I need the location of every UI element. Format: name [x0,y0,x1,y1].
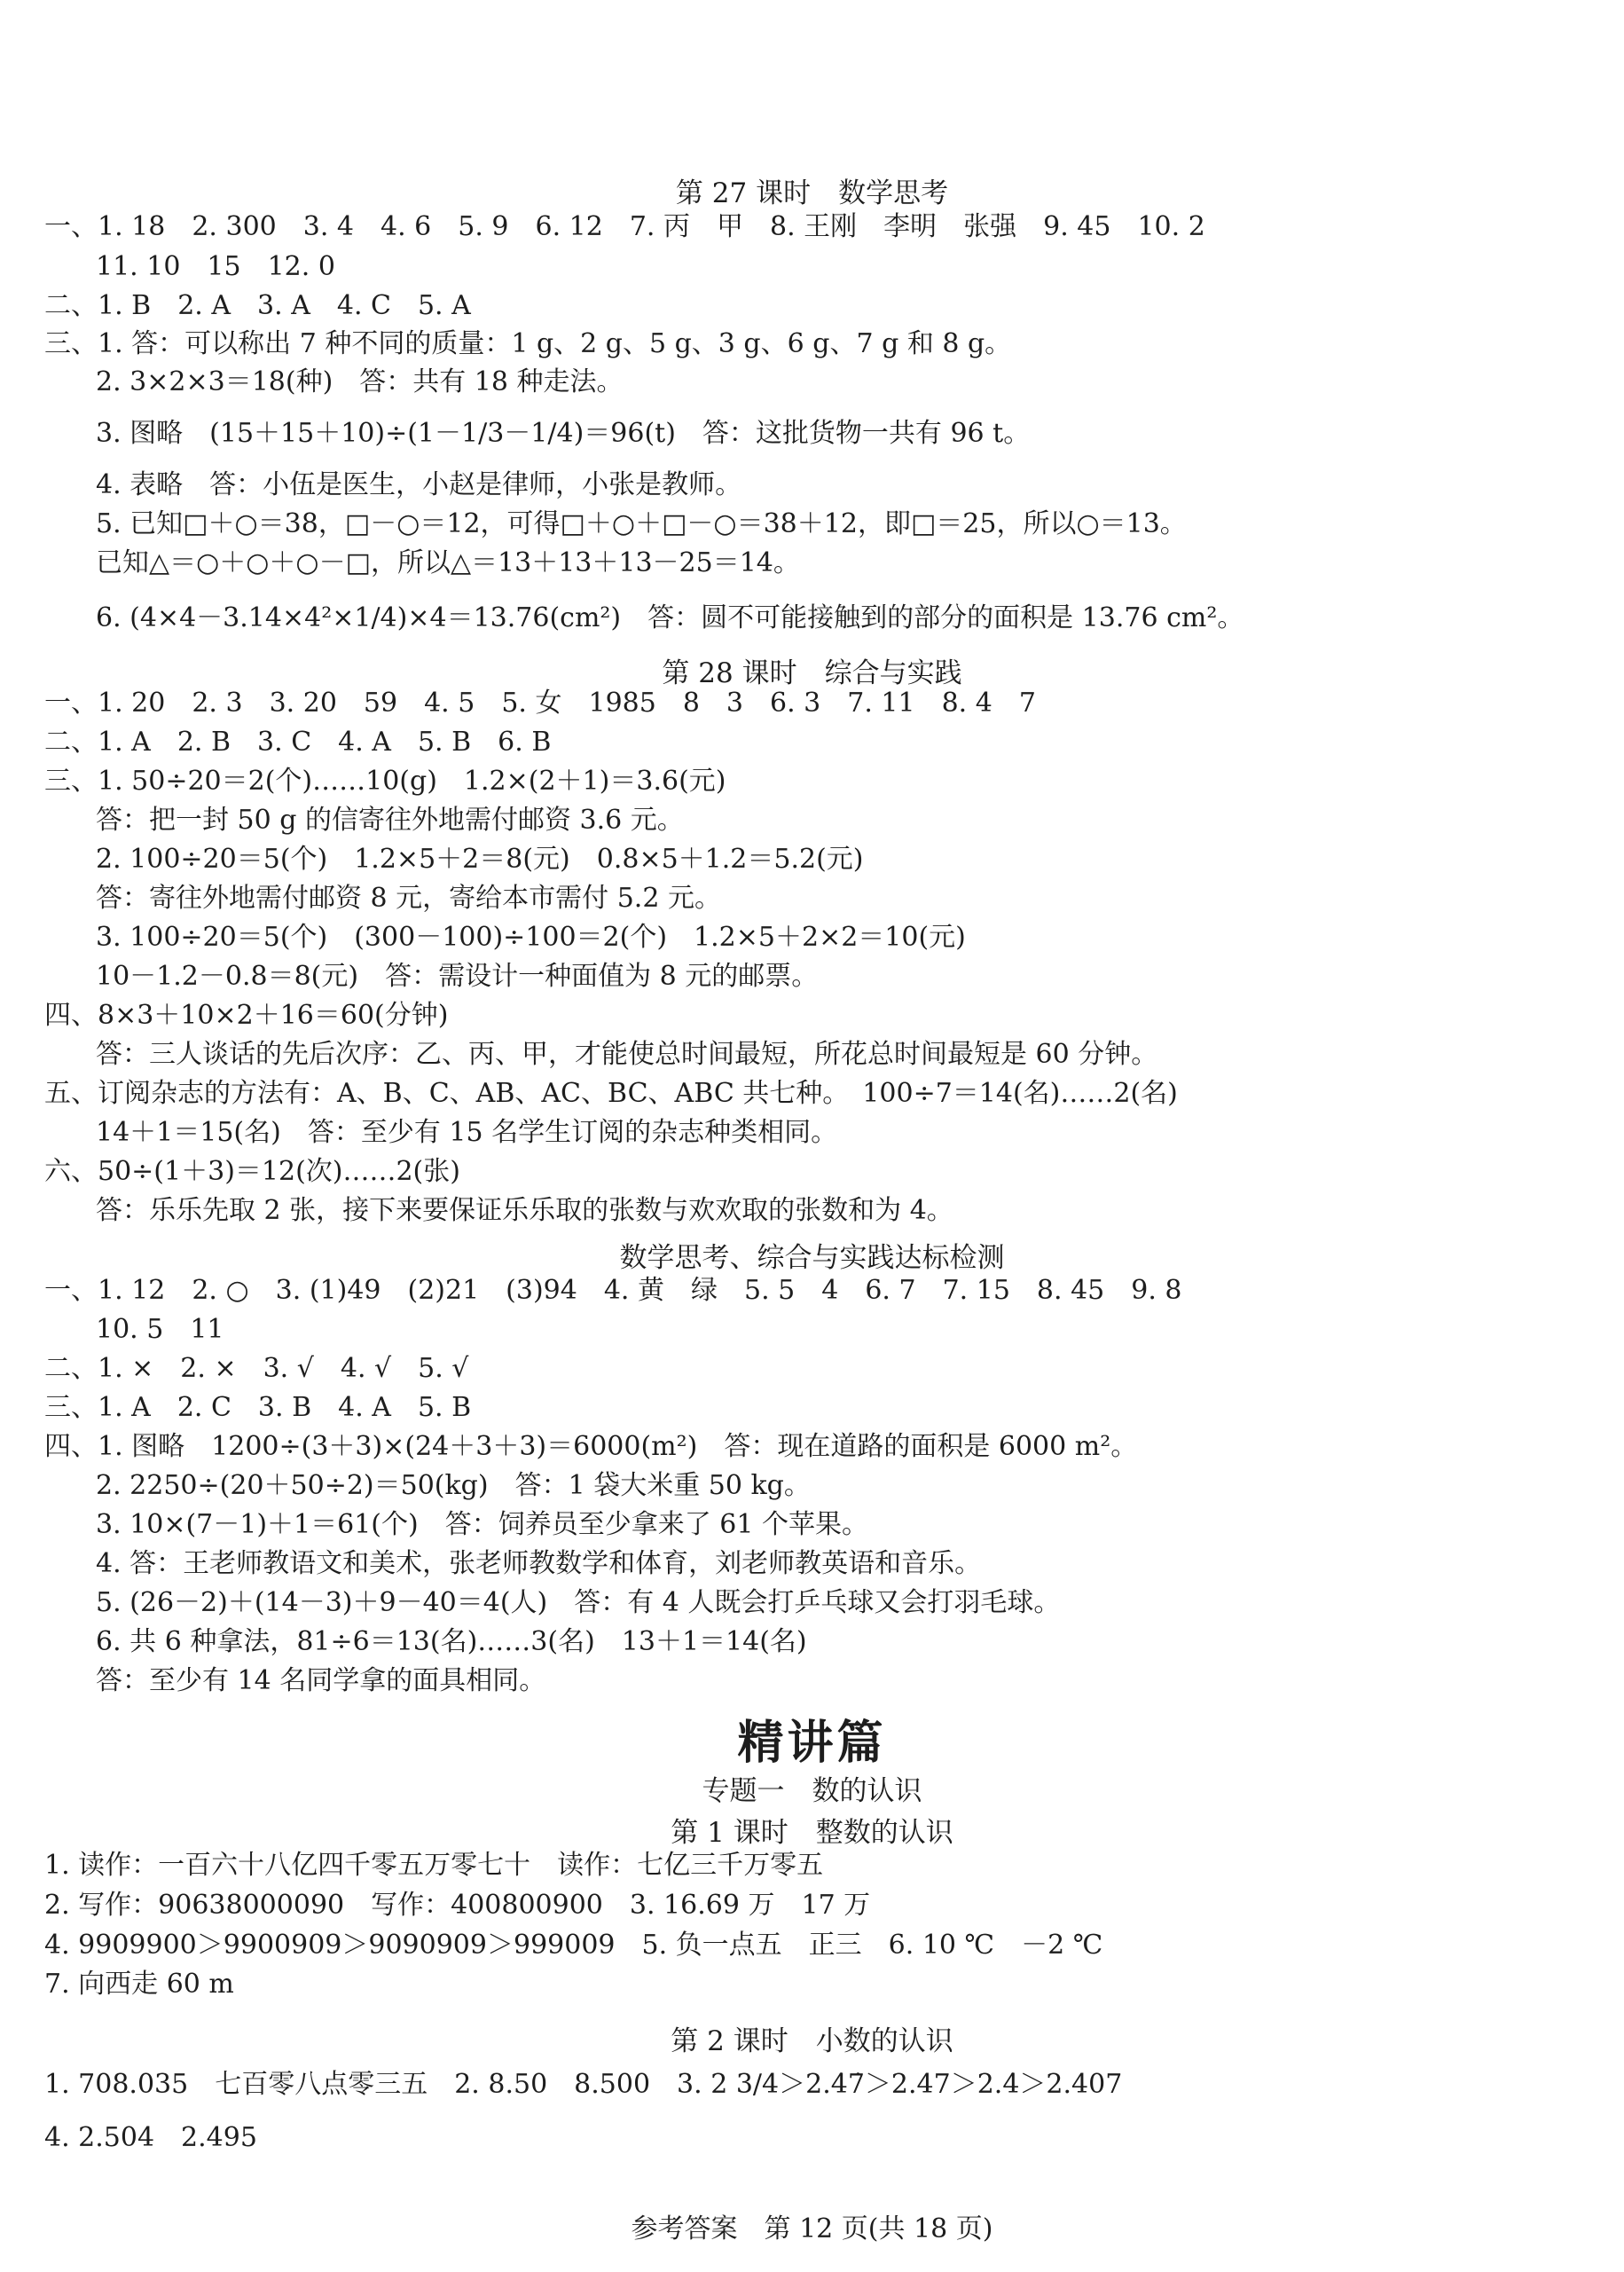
answer-line: 4. 2.504 2.495 [44,2122,257,2153]
answer-line: 答：寄往外地需付邮资 8 元，寄给本市需付 5.2 元。 [96,883,721,914]
answer-line: 11. 10 15 12. 0 [96,251,335,282]
answer-line: 3. 图略 (15＋15＋10)÷(1－1/3－1/4)＝96(t) 答：这批货物一共有 96 t。 [96,418,1031,449]
answer-line: 一、1. 20 2. 3 3. 20 59 4. 5 5. 女 1985 8 3 6. 3 7. 11 8. 4 7 [44,688,1036,719]
unit-test-title: 数学思考、综合与实践达标检测 [619,1242,1005,1274]
answer-line: 二、1. × 2. × 3. √ 4. √ 5. √ [44,1353,469,1384]
lesson-27-title: 第 27 课时 数学思考 [675,177,949,209]
answer-line: 二、1. A 2. B 3. C 4. A 5. B 6. B [44,727,552,758]
answer-line: 10. 5 11 [96,1314,224,1345]
answer-line: 二、1. B 2. A 3. A 4. C 5. A [44,290,471,321]
answer-line: 六、50÷(1＋3)＝12(次)……2(张) [44,1156,460,1187]
lesson-28-title: 第 28 课时 综合与实践 [662,657,962,689]
answer-line: 3. 10×(7－1)＋1＝61(个) 答：饲养员至少拿来了 61 个苹果。 [96,1509,868,1540]
answer-line: 5. (26－2)＋(14－3)＋9－40＝4(人) 答：有 4 人既会打乒乓球又会打羽毛球。 [96,1587,1061,1618]
answer-line: 答：至少有 14 名同学拿的面具相同。 [96,1665,546,1696]
answer-line: 3. 100÷20＝5(个) (300－100)÷100＝2(个) 1.2×5＋2×2＝10(元) [96,922,966,953]
answer-line: 答：三人谈话的先后次序：乙、丙、甲，才能使总时间最短，所花总时间最短是 60 分钟。 [96,1039,1158,1070]
answer-line: 2. 3×2×3＝18(种) 答：共有 18 种走法。 [96,366,624,397]
answer-line: 已知△＝○＋○＋○－□，所以△＝13＋13＋13－25＝14。 [96,547,800,578]
answer-line: 5. 已知□＋○＝38，□－○＝12，可得□＋○＋□－○＝38＋12，即□＝25，所以○＝13。 [96,508,1187,539]
answer-line: 答：把一封 50 g 的信寄往外地需付邮资 3.6 元。 [96,805,684,836]
answer-line: 三、1. 50÷20＝2(个)……10(g) 1.2×(2＋1)＝3.6(元) [44,766,726,797]
answer-line: 三、1. A 2. C 3. B 4. A 5. B [44,1392,472,1423]
answer-line: 2. 2250÷(20＋50÷2)＝50(kg) 答：1 袋大米重 50 kg。 [96,1470,811,1501]
answer-line: 答：乐乐先取 2 张，接下来要保证乐乐取的张数与欢欢取的张数和为 4。 [96,1195,953,1226]
answer-line: 2. 写作：90638000090 写作：400800900 3. 16.69 万 17 万 [44,1890,871,1921]
section-title: 精讲篇 [737,1716,887,1770]
topic-title: 专题一 数的认识 [702,1775,922,1807]
answer-line: 四、1. 图略 1200÷(3＋3)×(24＋3＋3)＝6000(m²) 答：现在道路的面积是 6000 m²。 [44,1431,1138,1462]
answer-line: 三、1. 答：可以称出 7 种不同的质量：1 g、2 g、5 g、3 g、6 g、7 g 和 8 g。 [44,328,1012,359]
answer-line: 10－1.2－0.8＝8(元) 答：需设计一种面值为 8 元的邮票。 [96,961,819,992]
answer-line: 2. 100÷20＝5(个) 1.2×5＋2＝8(元) 0.8×5＋1.2＝5.2(元) [96,844,864,875]
lesson-2-title: 第 2 课时 小数的认识 [671,2025,953,2057]
answer-line: 四、8×3＋10×2＋16＝60(分钟) [44,1000,449,1031]
answer-line: 4. 9909900＞9900909＞9090909＞999009 5. 负一点五 正三 6. 10 ℃ －2 ℃ [44,1930,1103,1961]
answer-line: 一、1. 12 2. ○ 3. (1)49 (2)21 (3)94 4. 黄 绿 5. 5 4 6. 7 7. 15 8. 45 9. 8 [44,1275,1182,1306]
answer-line: 1. 读作：一百六十八亿四千零五万零七十 读作：七亿三千万零五 [44,1850,824,1881]
answer-line: 6. (4×4－3.14×4²×1/4)×4＝13.76(cm²) 答：圆不可能接触到的部分的面积是 13.76 cm²。 [96,602,1244,633]
answer-line: 1. 708.035 七百零八点零三五 2. 8.50 8.500 3. 2 3/4＞2.4̇7̇＞2.47＞2.4̇＞2.407 [44,2069,1123,2100]
answer-line: 五、订阅杂志的方法有：A、B、C、AB、AC、BC、ABC 共七种。 100÷7＝14(名)……2(名) [44,1078,1178,1109]
answer-line: 6. 共 6 种拿法，81÷6＝13(名)……3(名) 13＋1＝14(名) [96,1626,807,1657]
answer-line: 7. 向西走 60 m [44,1969,234,2000]
lesson-1-title: 第 1 课时 整数的认识 [671,1817,953,1849]
answer-line: 4. 表略 答：小伍是医生，小赵是律师，小张是教师。 [96,469,742,500]
answer-line: 14＋1＝15(名) 答：至少有 15 名学生订阅的杂志种类相同。 [96,1117,838,1148]
answer-line: 一、1. 18 2. 300 3. 4 4. 6 5. 9 6. 12 7. 丙 甲 8. 王刚 李明 张强 9. 45 10. 2 [44,211,1205,242]
answer-line: 4. 答：王老师教语文和美术，张老师教数学和体育，刘老师教英语和音乐。 [96,1548,982,1579]
page-footer: 参考答案 第 12 页(共 18 页) [631,2213,993,2244]
